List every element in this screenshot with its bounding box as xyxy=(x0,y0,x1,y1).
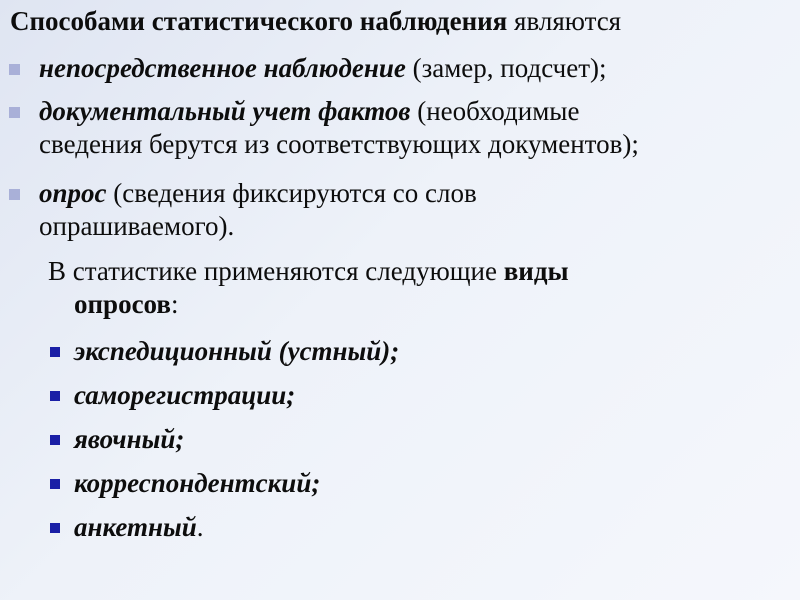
method-term: опрос xyxy=(39,178,107,208)
method-note-cont: опрашиваемого). xyxy=(39,211,235,241)
intro-bold: Способами статистического наблюдения xyxy=(10,6,508,36)
survey-item: явочный; xyxy=(74,424,185,454)
survey-item: корреспондентский; xyxy=(74,468,321,498)
survey-item: саморегистрации; xyxy=(74,380,296,410)
survey-item-last xyxy=(74,511,204,544)
bullet-square-icon xyxy=(50,391,60,401)
method-note: (необходимые xyxy=(410,96,580,126)
bullet-square-icon xyxy=(9,107,20,118)
method-item xyxy=(39,95,579,128)
paragraph-line xyxy=(48,255,569,288)
paragraph-bold: опросов xyxy=(74,289,171,319)
intro-rest: являются xyxy=(507,6,622,36)
bullet-square-icon xyxy=(50,347,60,357)
bullet-square-icon xyxy=(9,64,20,75)
survey-item: экспедиционный (устный); xyxy=(74,336,400,366)
method-item xyxy=(39,177,477,210)
method-item xyxy=(39,52,607,85)
method-note: (сведения фиксируются со слов xyxy=(106,178,477,208)
bullet-square-icon xyxy=(50,523,60,533)
method-note-cont: сведения берутся из соответствующих документов); xyxy=(39,129,639,159)
paragraph-line-2 xyxy=(74,288,178,321)
final-period: . xyxy=(196,512,204,542)
bullet-square-icon xyxy=(9,189,20,200)
bullet-square-icon xyxy=(50,479,60,489)
method-note: (замер, подсчет); xyxy=(405,53,607,83)
paragraph-text: В статистике применяются следующие xyxy=(48,256,504,286)
method-term: непосредственное наблюдение xyxy=(39,53,406,83)
paragraph-bold: виды xyxy=(503,256,569,286)
paragraph-rest: : xyxy=(170,289,179,319)
survey-item: анкетный xyxy=(74,512,197,542)
intro-line xyxy=(10,5,621,38)
bullet-square-icon xyxy=(50,435,60,445)
method-term: документальный учет фактов xyxy=(39,96,411,126)
